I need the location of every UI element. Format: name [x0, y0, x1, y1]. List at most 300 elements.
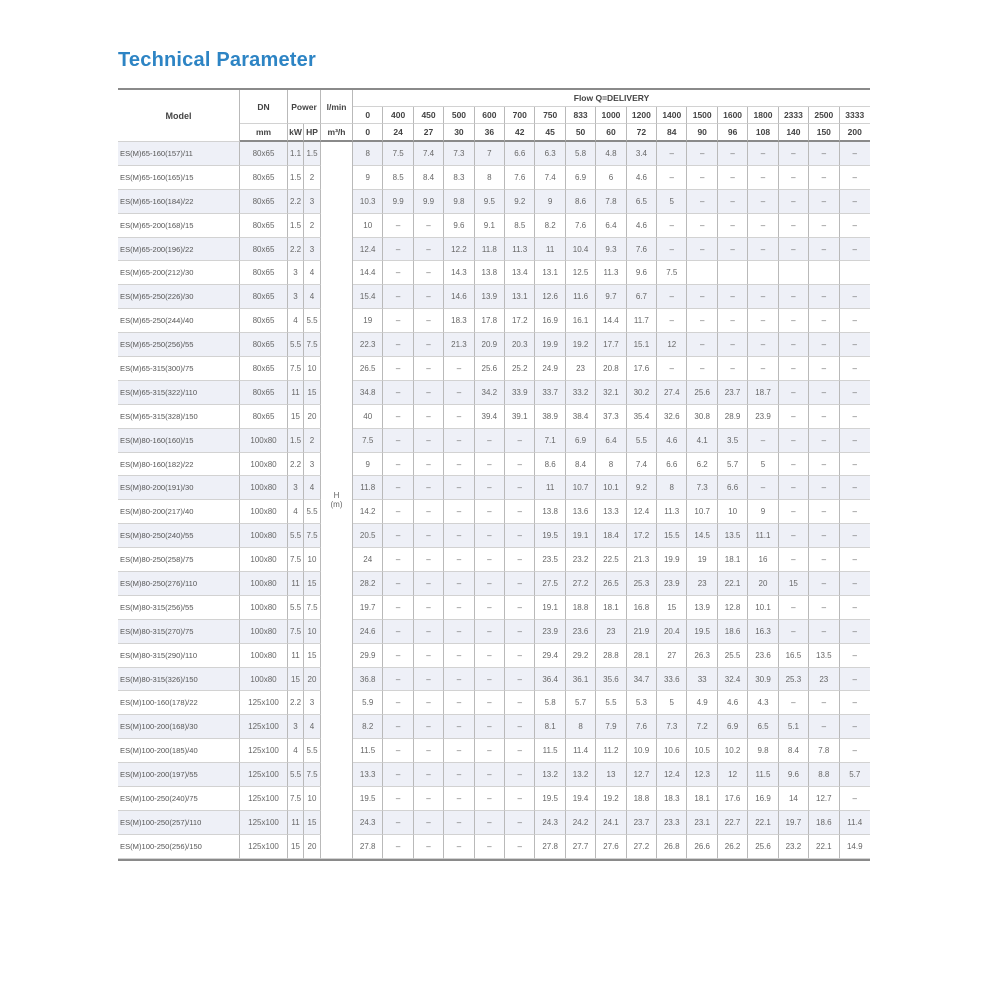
table-row	[118, 238, 870, 262]
head-value-cell: –	[475, 811, 505, 835]
head-value-cell: 7.5	[353, 429, 383, 453]
head-value-cell: 16.9	[748, 787, 778, 811]
head-value-cell: –	[383, 405, 413, 429]
table-row	[118, 572, 870, 596]
head-value-cell: –	[748, 214, 778, 238]
head-value-cell: –	[840, 644, 870, 668]
table-row	[118, 811, 870, 835]
m3h-value-header: 140	[779, 124, 809, 142]
head-value-cell: –	[475, 572, 505, 596]
dn-cell: 80x65	[240, 285, 288, 309]
head-value-cell: 19	[687, 548, 717, 572]
model-cell: ES(M)100-200(185)/40	[118, 739, 240, 763]
dn-cell: 100x80	[240, 644, 288, 668]
head-value-cell: –	[718, 190, 748, 214]
table-row	[118, 787, 870, 811]
table-row	[118, 333, 870, 357]
head-value-cell: 10.9	[627, 739, 657, 763]
head-value-cell: 6.6	[718, 476, 748, 500]
head-value-cell: 11.7	[627, 309, 657, 333]
flow-unit: m³/h	[321, 124, 353, 142]
head-value-cell: 3.5	[718, 429, 748, 453]
head-value-cell: –	[475, 548, 505, 572]
head-value-cell: –	[840, 333, 870, 357]
hp-cell: 4	[304, 261, 321, 285]
head-value-cell: 5.5	[627, 429, 657, 453]
head-value-cell: –	[475, 500, 505, 524]
head-value-cell: 6.4	[596, 214, 626, 238]
head-value-cell: 27.7	[566, 835, 596, 859]
head-value-cell: 30.9	[748, 668, 778, 692]
head-value-cell: –	[779, 453, 809, 477]
head-value-cell: 23.2	[779, 835, 809, 859]
table-row	[118, 739, 870, 763]
head-value-cell: 7.8	[809, 739, 839, 763]
hp-cell: 10	[304, 787, 321, 811]
head-value-cell: 36.8	[353, 668, 383, 692]
head-value-cell: –	[809, 548, 839, 572]
hp-cell: 7.5	[304, 596, 321, 620]
head-value-cell: 18.3	[444, 309, 474, 333]
head-value-cell: –	[748, 357, 778, 381]
head-value-cell: –	[779, 285, 809, 309]
hp-cell: 4	[304, 715, 321, 739]
head-value-cell: 23.7	[718, 381, 748, 405]
model-cell: ES(M)65-200(212)/30	[118, 261, 240, 285]
head-value-cell: –	[687, 309, 717, 333]
model-cell: ES(M)80-315(256)/55	[118, 596, 240, 620]
head-value-cell: –	[779, 429, 809, 453]
head-value-cell: –	[779, 524, 809, 548]
head-value-cell: 38.9	[535, 405, 565, 429]
table-row	[118, 166, 870, 190]
head-value-cell: –	[444, 381, 474, 405]
head-value-cell: 29.2	[566, 644, 596, 668]
head-value-cell: –	[414, 739, 444, 763]
lmin-value-header: 500	[444, 107, 474, 124]
head-value-cell: 24.9	[535, 357, 565, 381]
head-value-cell: –	[840, 524, 870, 548]
head-value-cell: –	[809, 309, 839, 333]
head-value-cell: 9.2	[627, 476, 657, 500]
head-value-cell: 9	[353, 166, 383, 190]
power-column-header: Power	[288, 90, 321, 124]
head-value-cell: 7.6	[627, 238, 657, 262]
head-value-cell: –	[505, 715, 535, 739]
head-value-cell: –	[809, 500, 839, 524]
head-value-cell: 8.4	[779, 739, 809, 763]
head-value-cell: 6.6	[505, 142, 535, 166]
head-value-cell: –	[475, 835, 505, 859]
head-value-cell: –	[444, 715, 474, 739]
table-row	[118, 285, 870, 309]
hp-cell: 7.5	[304, 524, 321, 548]
head-value-cell: 6.5	[748, 715, 778, 739]
head-value-cell: 29.4	[535, 644, 565, 668]
head-value-cell: –	[505, 524, 535, 548]
head-value-cell: –	[414, 285, 444, 309]
head-value-cell: –	[748, 190, 778, 214]
hp-cell: 5.5	[304, 500, 321, 524]
kw-cell: 5.5	[288, 524, 304, 548]
head-value-cell: 11.5	[535, 739, 565, 763]
head-value-cell: –	[840, 739, 870, 763]
head-value-cell: 7.4	[414, 142, 444, 166]
lmin-value-header: 0	[353, 107, 383, 124]
table-row	[118, 524, 870, 548]
head-value-cell: –	[687, 214, 717, 238]
head-value-cell: –	[383, 429, 413, 453]
model-cell: ES(M)65-250(226)/30	[118, 285, 240, 309]
head-value-cell: 16.5	[779, 644, 809, 668]
hp-cell: 10	[304, 548, 321, 572]
head-value-cell: –	[687, 333, 717, 357]
model-cell: ES(M)80-160(182)/22	[118, 453, 240, 477]
head-value-cell: 17.8	[475, 309, 505, 333]
head-value-cell: –	[809, 596, 839, 620]
table-row	[118, 142, 870, 166]
head-value-cell: 6.5	[627, 190, 657, 214]
head-value-cell: –	[414, 691, 444, 715]
head-value-cell: 18.4	[596, 524, 626, 548]
head-value-cell: 8.1	[535, 715, 565, 739]
head-value-cell: 8	[475, 166, 505, 190]
head-value-cell: –	[414, 668, 444, 692]
head-value-cell: –	[779, 166, 809, 190]
head-value-cell: 13.8	[535, 500, 565, 524]
head-value-cell: 23.2	[566, 548, 596, 572]
head-value-cell: –	[718, 333, 748, 357]
head-value-cell: 9	[748, 500, 778, 524]
head-value-cell: 26.8	[657, 835, 687, 859]
m3h-value-header: 60	[596, 124, 626, 142]
lmin-value-header: 1500	[687, 107, 717, 124]
head-value-cell: –	[840, 453, 870, 477]
head-value-cell: –	[414, 644, 444, 668]
head-value-cell: 12.7	[809, 787, 839, 811]
head-value-cell: –	[840, 309, 870, 333]
model-cell: ES(M)65-200(168)/15	[118, 214, 240, 238]
head-value-cell: –	[809, 333, 839, 357]
hp-cell: 7.5	[304, 333, 321, 357]
head-value-cell: 33.7	[535, 381, 565, 405]
head-value-cell: 15	[779, 572, 809, 596]
head-value-cell: 16.9	[535, 309, 565, 333]
table-row	[118, 261, 870, 285]
head-value-cell: –	[505, 596, 535, 620]
head-value-cell: –	[383, 285, 413, 309]
head-value-cell: 18.8	[627, 787, 657, 811]
head-value-cell: 10.3	[353, 190, 383, 214]
head-value-cell: –	[414, 381, 444, 405]
dn-cell: 80x65	[240, 405, 288, 429]
head-value-cell: –	[444, 572, 474, 596]
hp-cell: 3	[304, 190, 321, 214]
head-value-cell: 20.9	[475, 333, 505, 357]
head-value-cell: –	[414, 309, 444, 333]
head-value-cell: 9	[353, 453, 383, 477]
kw-cell: 3	[288, 715, 304, 739]
head-value-cell: 23.6	[566, 620, 596, 644]
head-value-cell: 9.9	[414, 190, 444, 214]
page-title: Technical Parameter	[118, 49, 316, 71]
head-value-cell: 11.4	[566, 739, 596, 763]
head-value-cell: –	[414, 500, 444, 524]
head-value-cell: 27.5	[535, 572, 565, 596]
head-value-cell: 26.2	[718, 835, 748, 859]
head-value-cell: –	[475, 644, 505, 668]
head-value-cell: 6.7	[627, 285, 657, 309]
head-value-cell: 32.6	[657, 405, 687, 429]
head-value-cell	[809, 261, 839, 285]
table-row	[118, 357, 870, 381]
m3h-value-header: 45	[535, 124, 565, 142]
head-value-cell: 19.5	[535, 524, 565, 548]
head-value-cell: 16.1	[566, 309, 596, 333]
head-value-cell: 6.3	[535, 142, 565, 166]
head-value-cell: 7.3	[657, 715, 687, 739]
head-value-cell: –	[414, 572, 444, 596]
head-value-cell: –	[657, 238, 687, 262]
head-value-cell: 25.6	[475, 357, 505, 381]
head-value-cell: 14	[779, 787, 809, 811]
head-value-cell: –	[383, 524, 413, 548]
hp-cell: 4	[304, 476, 321, 500]
head-value-cell: 6.4	[596, 429, 626, 453]
m3h-value-header: 24	[383, 124, 413, 142]
kw-cell: 7.5	[288, 787, 304, 811]
m3h-value-header: 50	[566, 124, 596, 142]
head-value-cell: 8.2	[353, 715, 383, 739]
head-value-cell: 24.6	[353, 620, 383, 644]
head-value-cell: 22.3	[353, 333, 383, 357]
hp-cell: 5.5	[304, 739, 321, 763]
head-value-cell: –	[414, 357, 444, 381]
dn-cell: 100x80	[240, 500, 288, 524]
head-value-cell: 10.7	[566, 476, 596, 500]
head-value-cell: –	[718, 142, 748, 166]
head-value-cell: –	[444, 691, 474, 715]
kw-cell: 1.1	[288, 142, 304, 166]
head-value-cell: 10.1	[596, 476, 626, 500]
head-value-cell: 5.5	[596, 691, 626, 715]
head-value-cell: –	[809, 190, 839, 214]
head-value-cell: –	[475, 763, 505, 787]
head-value-cell: 19.2	[566, 333, 596, 357]
head-value-cell: –	[383, 548, 413, 572]
head-value-cell: 24.1	[596, 811, 626, 835]
head-value-cell: 10.1	[748, 596, 778, 620]
head-value-cell: –	[383, 811, 413, 835]
head-value-cell: –	[383, 620, 413, 644]
head-value-cell: 4.1	[687, 429, 717, 453]
head-value-cell: –	[809, 453, 839, 477]
head-value-cell: 11.1	[748, 524, 778, 548]
head-value-cell: 25.2	[505, 357, 535, 381]
head-value-cell	[718, 261, 748, 285]
head-value-cell: 21.9	[627, 620, 657, 644]
head-value-cell: 17.6	[718, 787, 748, 811]
head-value-cell: 13.3	[596, 500, 626, 524]
kw-cell: 11	[288, 381, 304, 405]
head-value-cell: 19.7	[353, 596, 383, 620]
head-value-cell: 8	[596, 453, 626, 477]
head-value-cell: –	[657, 166, 687, 190]
head-value-cell: –	[414, 787, 444, 811]
hp-cell: 3	[304, 238, 321, 262]
head-unit: (m)	[330, 499, 343, 509]
head-value-cell: 14.3	[444, 261, 474, 285]
hp-cell: 10	[304, 620, 321, 644]
head-value-cell: 33.9	[505, 381, 535, 405]
head-value-cell: –	[687, 190, 717, 214]
head-value-cell: –	[718, 309, 748, 333]
head-value-cell: –	[779, 548, 809, 572]
head-value-cell: –	[505, 691, 535, 715]
m3h-value-header: 150	[809, 124, 839, 142]
head-value-cell: 19.5	[353, 787, 383, 811]
head-value-cell: –	[414, 548, 444, 572]
head-value-cell: 16.8	[627, 596, 657, 620]
head-value-cell: –	[657, 357, 687, 381]
head-value-cell: 6.9	[566, 166, 596, 190]
head-value-cell: 9.1	[475, 214, 505, 238]
head-value-cell: 12.2	[444, 238, 474, 262]
head-value-cell: 20.4	[657, 620, 687, 644]
head-value-cell: 7.9	[596, 715, 626, 739]
head-value-cell: –	[475, 453, 505, 477]
lmin-value-header: 600	[475, 107, 505, 124]
head-value-cell: –	[840, 405, 870, 429]
head-value-cell: 23	[596, 620, 626, 644]
model-cell: ES(M)80-315(326)/150	[118, 668, 240, 692]
kw-cell: 11	[288, 572, 304, 596]
head-value-cell: 18.8	[566, 596, 596, 620]
dn-cell: 80x65	[240, 261, 288, 285]
dn-cell: 80x65	[240, 238, 288, 262]
model-cell: ES(M)80-250(258)/75	[118, 548, 240, 572]
head-value-cell: –	[840, 190, 870, 214]
head-value-cell: 12	[718, 763, 748, 787]
dn-cell: 125x100	[240, 835, 288, 859]
m3h-value-header: 108	[748, 124, 778, 142]
head-value-cell: 10.2	[718, 739, 748, 763]
head-value-cell: –	[840, 357, 870, 381]
head-value-cell: –	[840, 715, 870, 739]
head-value-cell: 9.6	[444, 214, 474, 238]
kw-cell: 5.5	[288, 763, 304, 787]
dn-cell: 100x80	[240, 548, 288, 572]
dn-cell: 125x100	[240, 787, 288, 811]
table-row	[118, 596, 870, 620]
model-cell: ES(M)100-160(178)/22	[118, 691, 240, 715]
head-value-cell: 36.1	[566, 668, 596, 692]
head-value-cell: –	[779, 214, 809, 238]
head-value-cell: 8	[566, 715, 596, 739]
head-value-cell: 11.3	[657, 500, 687, 524]
head-value-cell: 23.7	[627, 811, 657, 835]
head-value-cell: 23.6	[748, 644, 778, 668]
head-value-cell: –	[809, 620, 839, 644]
head-value-cell: 22.1	[809, 835, 839, 859]
head-value-cell: –	[748, 476, 778, 500]
kw-cell: 5.5	[288, 596, 304, 620]
head-value-cell: 28.9	[718, 405, 748, 429]
head-value-cell: 4.6	[627, 166, 657, 190]
head-value-cell: –	[748, 285, 778, 309]
hp-cell: 2	[304, 429, 321, 453]
head-value-cell: 4.6	[657, 429, 687, 453]
hp-cell: 3	[304, 453, 321, 477]
head-value-cell: –	[383, 572, 413, 596]
m3h-value-header: 0	[353, 124, 383, 142]
head-value-cell: –	[414, 835, 444, 859]
head-value-cell: 18.3	[657, 787, 687, 811]
head-value-cell: 22.1	[748, 811, 778, 835]
head-value-cell: 5	[657, 190, 687, 214]
lmin-value-header: 700	[505, 107, 535, 124]
head-value-cell: –	[748, 166, 778, 190]
head-value-cell: –	[718, 357, 748, 381]
model-cell: ES(M)80-250(276)/110	[118, 572, 240, 596]
head-value-cell: 8.2	[535, 214, 565, 238]
head-value-cell: –	[475, 524, 505, 548]
head-value-cell: 19.2	[596, 787, 626, 811]
head-value-cell: 8	[657, 476, 687, 500]
head-value-cell: 11.8	[475, 238, 505, 262]
model-cell: ES(M)65-160(157)/11	[118, 142, 240, 166]
head-value-cell: 40	[353, 405, 383, 429]
m3h-value-header: 96	[718, 124, 748, 142]
head-value-cell: 11.3	[505, 238, 535, 262]
kw-cell: 3	[288, 476, 304, 500]
dn-cell: 125x100	[240, 739, 288, 763]
kw-cell: 4	[288, 309, 304, 333]
head-value-cell: 10.4	[566, 238, 596, 262]
head-value-cell	[779, 261, 809, 285]
head-value-cell: 22.5	[596, 548, 626, 572]
head-value-cell: 12.4	[657, 763, 687, 787]
head-value-cell: 5.3	[627, 691, 657, 715]
head-value-cell: –	[809, 285, 839, 309]
head-value-cell: 9.9	[383, 190, 413, 214]
head-value-cell: –	[718, 166, 748, 190]
head-value-cell: 17.2	[505, 309, 535, 333]
head-value-cell: –	[475, 715, 505, 739]
kw-unit: kW	[288, 124, 304, 142]
head-value-cell: 18.1	[687, 787, 717, 811]
lmin-value-header: 750	[535, 107, 565, 124]
head-value-cell: –	[840, 691, 870, 715]
head-value-cell: –	[383, 763, 413, 787]
head-value-cell: –	[475, 596, 505, 620]
dn-cell: 100x80	[240, 453, 288, 477]
head-value-cell: –	[779, 309, 809, 333]
kw-cell: 15	[288, 835, 304, 859]
head-value-cell: –	[840, 548, 870, 572]
head-value-cell: –	[809, 691, 839, 715]
head-value-cell: –	[687, 166, 717, 190]
head-value-cell: –	[840, 668, 870, 692]
head-value-cell: –	[840, 429, 870, 453]
dn-cell: 125x100	[240, 763, 288, 787]
head-value-cell: –	[779, 405, 809, 429]
head-value-cell: 27.2	[627, 835, 657, 859]
head-value-cell: 25.3	[779, 668, 809, 692]
head-value-cell: –	[809, 214, 839, 238]
head-value-cell: –	[657, 285, 687, 309]
head-value-cell: –	[505, 835, 535, 859]
